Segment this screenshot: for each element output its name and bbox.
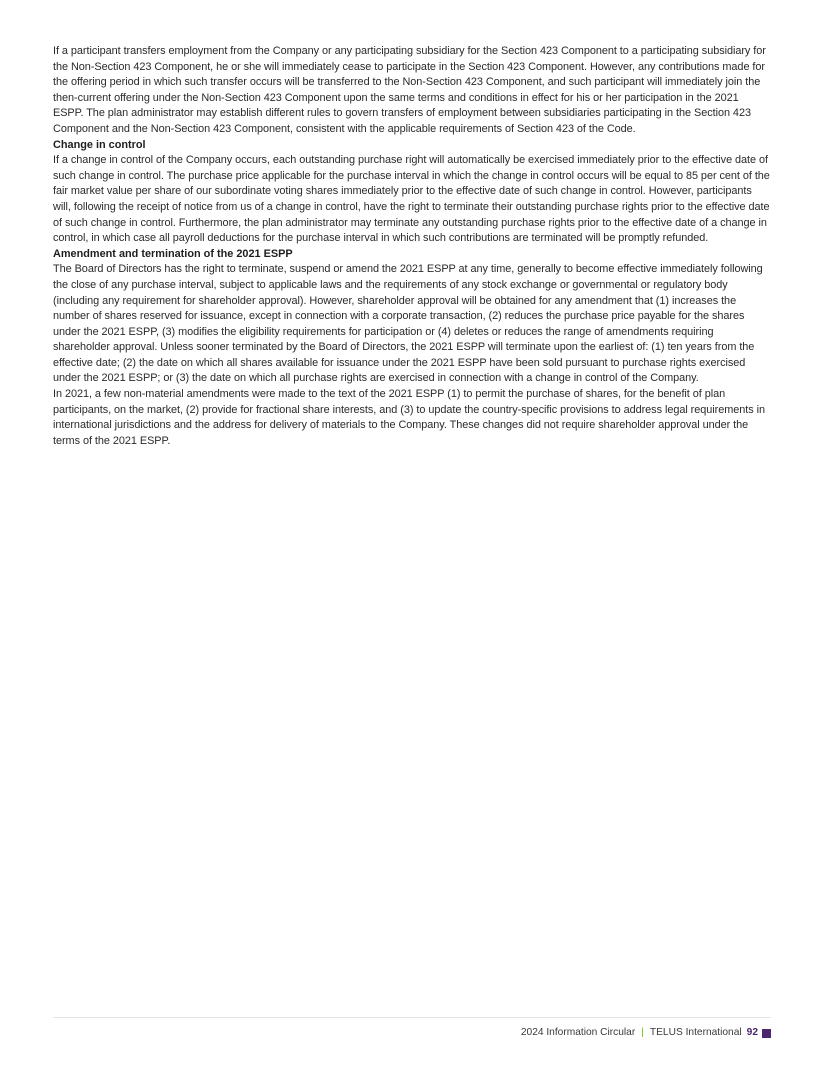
- document-body: [53, 44, 771, 449]
- footer-separator: |: [641, 1027, 644, 1038]
- paragraph-transfer-of-employment: If a participant transfers employment from the Company or any participating subsidiary for the Section 423 Component to a participating subsidiary for the Non-Section 423 Component, he or she will immediately cease to participate in the Section 423 Component. However, any contributions made for the offering period in which such transfer occurs will be transferred to the Non-Section 423 Component, and such participant will immediately join the then-current offering under the Non-Section 423 Component upon the same terms and conditions in effect for his or her participation in the 2021 ESPP. The plan administrator may establish different rules to govern transfers of employment between subsidiaries participating in the Section 423 Component and the Non-Section 423 Component, consistent with the applicable requirements of Section 423 of the Code.: [53, 45, 766, 135]
- page-marker-square-icon: [762, 1029, 771, 1038]
- footer-company-name: TELUS International: [649, 1027, 742, 1038]
- heading-amendment-termination: Amendment and termination of the 2021 ESPP: [53, 247, 293, 260]
- footer-divider: [53, 1017, 771, 1018]
- paragraph-amendment-termination: The Board of Directors has the right to terminate, suspend or amend the 2021 ESPP at any time, generally to become effective immediately following the close of any purchase interval, subject to applicable laws and the requirements of any stock exchange or governmental or regulatory body (including any requirement for shareholder approval). However, shareholder approval will be obtained for any amendment that (1) increases the number of shares reserved for issuance, except in connection with a corporate transaction, (2) reduces the purchase price payable for the shares under the 2021 ESPP, (3) modifies the eligibility requirements for participation or (4) deletes or reduces the range of amendments requiring shareholder approval. Unless sooner terminated by the Board of Directors, the 2021 ESPP will terminate upon the earliest of: (1) ten years from the effective date; (2) the date on which all shares available for issuance under the 2021 ESPP have been sold pursuant to purchase rights exercised under the 2021 ESPP; or (3) the date on which all purchase rights are exercised in connection with a change in control of the Company.: [53, 263, 763, 385]
- paragraph-2021-amendments: In 2021, a few non-material amendments were made to the text of the 2021 ESPP (1) to permit the purchase of shares, for the benefit of plan participants, on the market, (2) provide for fractional share interests, and (3) to update the country-specific provisions to address legal requirements in international jurisdictions and the address for delivery of materials to the Company. These changes did not require shareholder approval under the terms of the 2021 ESPP.: [53, 388, 765, 447]
- footer-document-title: 2024 Information Circular: [520, 1027, 636, 1038]
- page-footer: [521, 1026, 771, 1040]
- paragraph-change-in-control: If a change in control of the Company occurs, each outstanding purchase right will automatically be exercised immediately prior to the effective date of such change in control. The purchase price applicable for the purchase interval in which the change in control occurs will be equal to 85 per cent of the fair market value per share of our subordinate voting shares immediately prior to the effective date of such change in control. However, participants will, following the receipt of notice from us of a change in control, have the right to terminate their outstanding purchase rights prior to the effective date of such change in control. Furthermore, the plan administrator may terminate any outstanding purchase rights prior to the effective date of a change in control, in which case all payroll deductions for the purchase interval in which such contributions are terminated will be promptly refunded.: [53, 154, 770, 245]
- heading-change-in-control: Change in control: [53, 138, 146, 151]
- page-number: 92: [746, 1027, 758, 1038]
